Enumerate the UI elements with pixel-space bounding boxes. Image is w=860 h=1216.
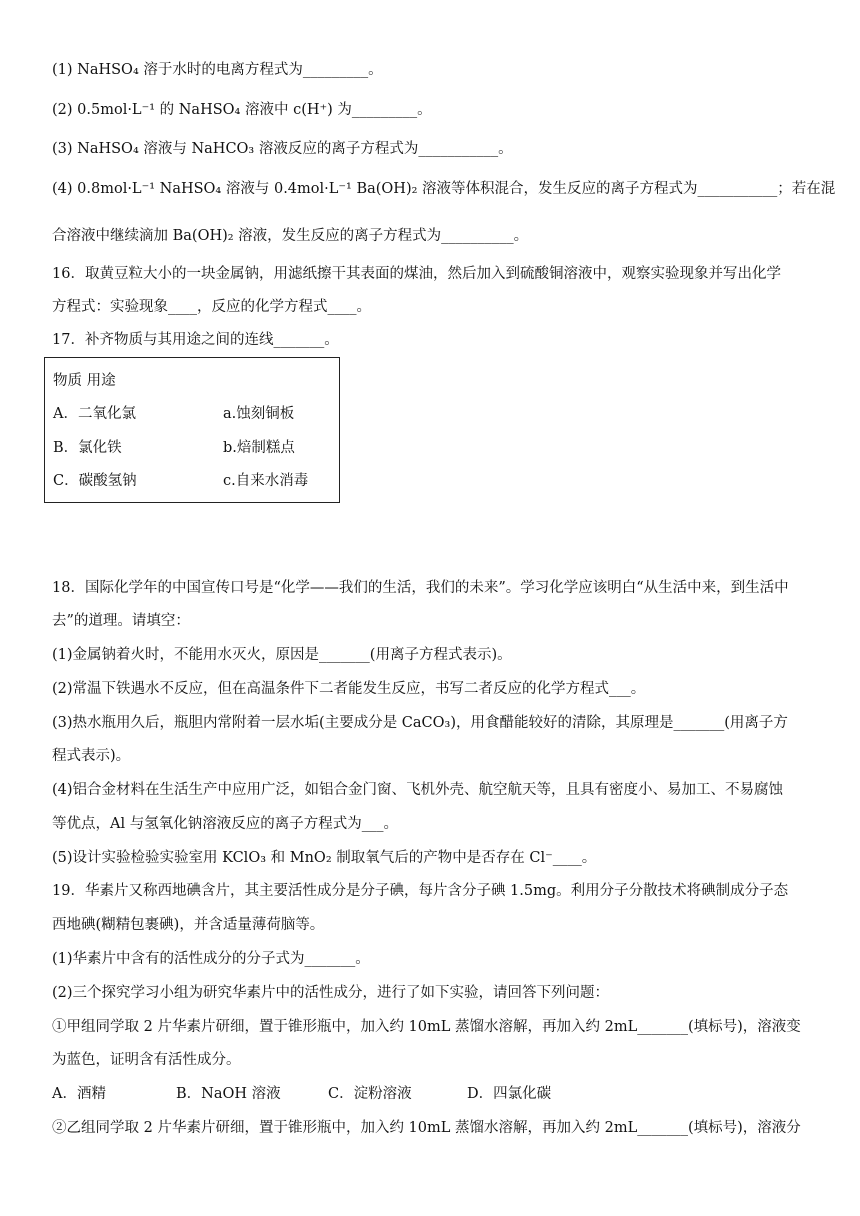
q19-part1: (1)华素片中含有的活性成分的分子式为_______。 [52,951,370,967]
q15-part1: (1) NaHSO₄ 溶于水时的电离方程式为_________。 [52,62,383,78]
q18-part5: (5)设计实验检验实验室用 KClO₃ 和 MnO₂ 制取氧气后的产物中是否存在 Cl⁻____。 [52,850,597,866]
q15-part3: (3) NaHSO₄ 溶液与 NaHCO₃ 溶液反应的离子方程式为___________。 [52,141,513,157]
use-a: a.蚀刻铜板 [223,406,295,422]
q18-part1: (1)金属钠着火时，不能用水灭火，原因是_______(用离子方程式表示)。 [52,647,512,663]
q18-part2: (2)常温下铁遇水不反应，但在高温条件下二者能发生反应，书写二者反应的化学方程式___。 [52,681,646,697]
use-b: b.焙制糕点 [223,440,295,456]
matching-row-c [53,471,333,491]
q16-text: 16．取黄豆粒大小的一块金属钠，用滤纸擦干其表面的煤油，然后加入到硫酸铜溶液中，观察实验现象并写出化学 [52,266,781,282]
matching-table [44,357,340,503]
substance-b: B．氯化铁 [53,440,122,456]
q19-part2-a-cont: 为蓝色，证明含有活性成分。 [52,1052,241,1068]
q18-text-cont: 去”的道理。请填空： [52,613,190,629]
option-a: A．酒精 [52,1086,106,1102]
q18-part3-cont: 程式表示)。 [52,748,131,764]
option-c: C．淀粉溶液 [328,1086,412,1102]
q15-part2: (2) 0.5mol·L⁻¹ 的 NaHSO₄ 溶液中 c(H⁺) 为_________。 [52,102,432,118]
q18-part3: (3)热水瓶用久后，瓶胆内常附着一层水垢(主要成分是 CaCO₃)，用食醋能较好的清除，其原理是_______(用离子方 [52,715,788,731]
q18-text: 18．国际化学年的中国宣传口号是“化学——我们的生活，我们的未来”。学习化学应该明白“从生活中来，到生活中 [52,580,789,596]
q15-part4: (4) 0.8mol·L⁻¹ NaHSO₄ 溶液与 0.4mol·L⁻¹ Ba(OH)₂ 溶液等体积混合，发生反应的离子方程式为___________；若在混 [52,181,836,197]
q19-part2: (2)三个探究学习小组为研究华素片中的活性成分，进行了如下实验，请回答下列问题： [52,985,610,1001]
matching-row-a [53,404,333,424]
q19-text: 19．华素片又称西地碘含片，其主要活性成分是分子碘，每片含分子碘 1.5mg。利用分子分散技术将碘制成分子态 [52,883,789,899]
q19-part2-b: ②乙组同学取 2 片华素片研细，置于锥形瓶中，加入约 10mL 蒸馏水溶解，再加入约 2mL_______(填标号)，溶液分 [52,1120,801,1136]
use-c: c.自来水消毒 [223,473,309,489]
q18-part4-cont: 等优点，Al 与氢氧化钠溶液反应的离子方程式为___。 [52,816,398,832]
substance-c: C．碳酸氢钠 [53,473,137,489]
option-d: D．四氯化碳 [467,1086,552,1102]
q18-part4: (4)铝合金材料在生活生产中应用广泛，如铝合金门窗、飞机外壳、航空航天等，且具有密度小、易加工、不易腐蚀 [52,782,784,798]
option-b: B．NaOH 溶液 [176,1086,281,1102]
q17-text: 17．补齐物质与其用途之间的连线_______。 [52,332,339,348]
matching-header: 物质 用途 [53,373,116,389]
matching-row-b [53,438,333,458]
q15-part4-cont: 合溶液中继续滴加 Ba(OH)₂ 溶液，发生反应的离子方程式为__________。 [52,228,529,244]
substance-a: A．二氧化氯 [53,406,136,422]
q16-text-cont: 方程式：实验现象____，反应的化学方程式____。 [52,299,371,315]
q19-part2-a: ①甲组同学取 2 片华素片研细，置于锥形瓶中，加入约 10mL 蒸馏水溶解，再加入约 2mL_______(填标号)，溶液变 [52,1019,801,1035]
q19-text-cont: 西地碘(糊精包裹碘)，并含适量薄荷脑等。 [52,917,325,933]
